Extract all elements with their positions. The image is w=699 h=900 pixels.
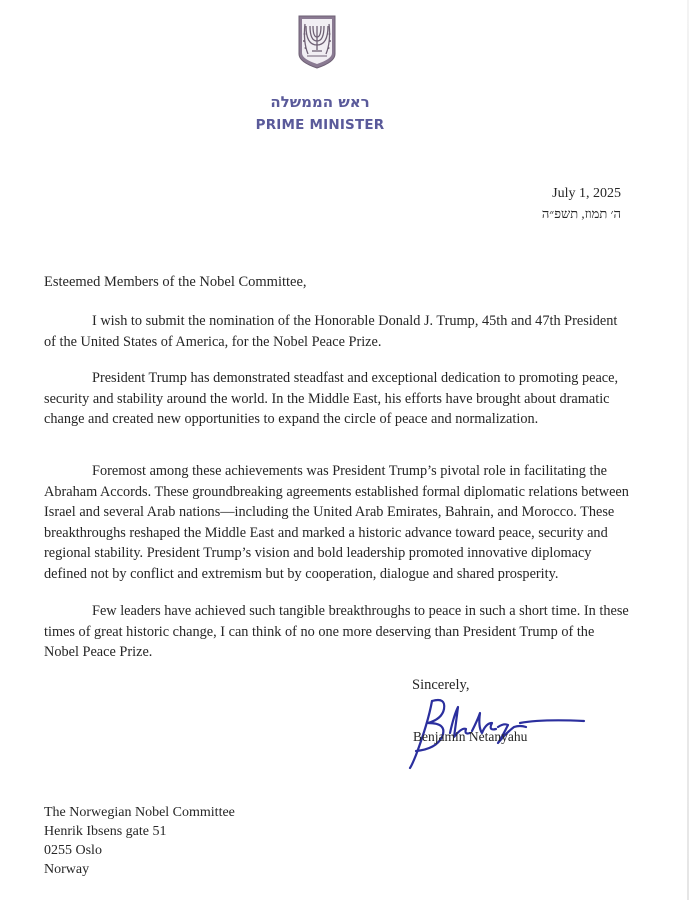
body-paragraph: Foremost among these achievements was President Trump’s pivotal role in facilitating the Abraham Accords. These groundbreaking agreements established formal diplomatic relations between Israel and several Arab nations—including the United Arab Emirates, Bahrain, and Morocco. These breakthroughs reshaped the Middle East and marked a historic advance toward peace, security and regional stability. President Trump’s vision and bold leadership promoted innovative diplomacy defined not by conflict and extremism but by cooperation, dialogue and shared prosperity. <box>44 463 629 582</box>
address-line: Norway <box>44 862 90 877</box>
body-paragraph: President Trump has demonstrated steadfast and exceptional dedication to promoting peace, security and stability around the world. In the Middle East, his efforts have brought about dramatic change and created new opportunities to expand the circle of peace and normalization. <box>44 370 619 427</box>
closing: Sincerely, <box>412 677 470 693</box>
address-line: The Norwegian Nobel Committee <box>44 805 235 820</box>
salutation: Esteemed Members of the Nobel Committee, <box>44 274 307 290</box>
body-paragraph: I wish to submit the nomination of the Honorable Donald J. Trump, 45th and 47th President of the United States of America, for the Nobel Peace Prize. <box>44 313 618 350</box>
body-paragraph: Few leaders have achieved such tangible breakthroughs to peace in such a short time. In these times of great historic change, I can think of no one more deserving than President Trump of the Nobel Peace Prize. <box>44 603 629 660</box>
page-edge-divider <box>687 0 689 900</box>
menorah-emblem-icon <box>296 14 338 69</box>
signer-name: Benjamin Netanyahu <box>413 729 528 744</box>
letterhead-office-english: PRIME MINISTER <box>255 117 385 133</box>
letter-date: July 1, 2025 <box>552 186 621 201</box>
address-line: 0255 Oslo <box>44 843 102 858</box>
address-line: Henrik Ibsens gate 51 <box>44 824 167 839</box>
letterhead-office-hebrew: ראש הממשלה <box>270 93 370 111</box>
letter-date-hebrew: ה׳ תמוז, תשפ״ה <box>541 206 621 221</box>
